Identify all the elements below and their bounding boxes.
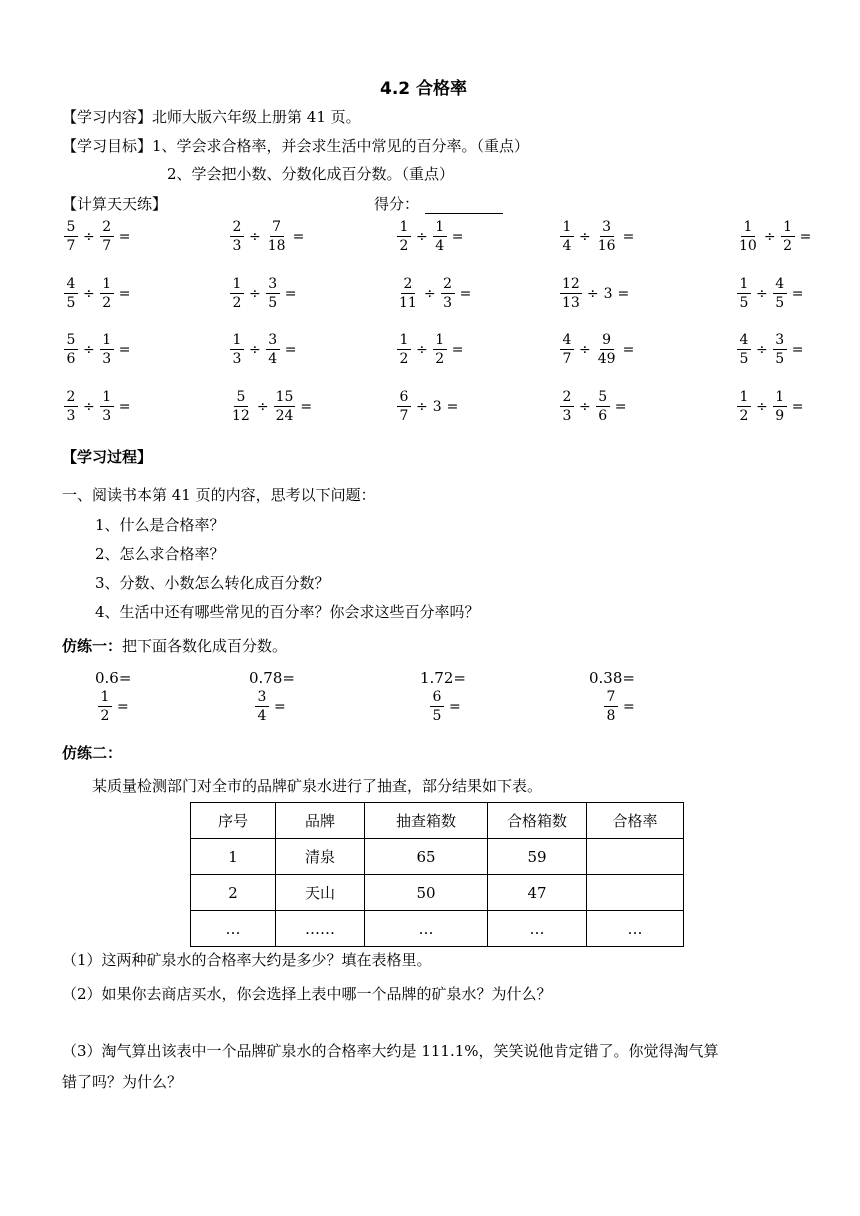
goal-item-2: 2、学会把小数、分数化成百分数。（重点）	[167, 165, 455, 183]
fraction-denominator: 2	[739, 408, 749, 424]
fraction	[100, 220, 114, 253]
decimal-item: 0.6=	[95, 669, 132, 687]
fraction-numerator: 4	[64, 277, 78, 294]
division-expression	[62, 220, 133, 253]
table-row	[191, 839, 684, 875]
fraction-numerator: 1	[781, 220, 795, 237]
fraction-numerator: 1	[397, 333, 411, 350]
fraction	[100, 333, 114, 366]
table-cell: 47	[488, 875, 587, 911]
equals-sign: =	[118, 341, 131, 358]
divide-sign: ÷	[416, 398, 428, 415]
divide-sign: ÷	[579, 228, 591, 245]
fraction	[596, 220, 618, 253]
fraction-denominator: 3	[562, 408, 572, 424]
fraction	[560, 333, 574, 366]
fraction	[230, 333, 244, 366]
equals-sign: =	[118, 228, 131, 245]
fraction-denominator: 5	[775, 351, 785, 367]
exercise2-question-2: （2）如果你去商店买水，你会选择上表中哪一个品牌的矿泉水？为什么？	[62, 985, 552, 1003]
equals-sign: =	[451, 341, 464, 358]
fraction-numerator: 1	[433, 220, 447, 237]
fraction	[737, 390, 751, 423]
fraction	[230, 220, 244, 253]
exercise2-label: 仿练二：	[62, 744, 123, 762]
fraction	[100, 390, 114, 423]
fraction-denominator: 5	[66, 295, 76, 311]
table-cell: …	[365, 911, 488, 947]
table-header-row	[191, 803, 684, 839]
fraction-denominator: 3	[66, 408, 76, 424]
fraction-numerator: 1	[230, 333, 244, 350]
divide-sign: ÷	[586, 285, 599, 302]
exercise2-text: 某质量检测部门对全市的品牌矿泉水进行了抽查，部分结果如下表。	[92, 777, 543, 795]
fraction-numerator: 1	[560, 220, 574, 237]
division-expression	[558, 333, 637, 366]
divide-sign: ÷	[756, 398, 768, 415]
fraction-denominator: 16	[597, 238, 616, 254]
divide-sign: ÷	[249, 228, 261, 245]
equals-sign: =	[451, 228, 464, 245]
equals-sign: =	[300, 398, 313, 415]
fraction-denominator: 7	[102, 238, 112, 254]
division-expression	[395, 333, 466, 366]
table-cell: ……	[276, 911, 365, 947]
fraction-numerator: 5	[64, 220, 78, 237]
equals-sign: =	[623, 698, 635, 715]
divide-sign: ÷	[83, 398, 95, 415]
fraction-to-percent-item	[602, 690, 638, 723]
fraction-to-percent-item	[96, 690, 132, 723]
fraction-to-percent-item	[428, 690, 464, 723]
fraction	[781, 220, 795, 253]
fraction-numerator: 4	[773, 277, 787, 294]
table-cell: 1	[191, 839, 276, 875]
division-expression	[395, 390, 461, 423]
score-field	[374, 193, 503, 214]
fraction-denominator: 3	[232, 238, 242, 254]
equals-sign: =	[791, 341, 804, 358]
fraction-numerator: 7	[604, 690, 618, 707]
fraction-denominator: 5	[739, 295, 749, 311]
fraction	[604, 690, 618, 723]
fraction-denominator: 6	[66, 351, 76, 367]
fraction	[430, 690, 444, 723]
fraction	[433, 220, 447, 253]
equals-sign: =	[622, 228, 635, 245]
equals-sign: =	[791, 398, 804, 415]
divide-sign: ÷	[416, 228, 428, 245]
fraction	[596, 390, 610, 423]
table-cell: …	[191, 911, 276, 947]
fraction-denominator: 5	[739, 351, 749, 367]
fraction-numerator: 2	[230, 220, 244, 237]
division-expression	[395, 220, 466, 253]
fraction-denominator: 5	[432, 708, 442, 724]
fraction	[64, 220, 78, 253]
process-question-1: 1、什么是合格率？	[95, 516, 225, 534]
decimal-item: 0.38=	[589, 669, 635, 687]
fraction-to-percent-item	[253, 690, 289, 723]
fraction-denominator: 2	[399, 351, 409, 367]
table-cell: 天山	[276, 875, 365, 911]
fraction-denominator: 11	[399, 295, 417, 311]
exercise2-question-1: （1）这两种矿泉水的合格率大约是多少？填在表格里。	[62, 951, 432, 969]
table-cell: 清泉	[276, 839, 365, 875]
fraction-numerator: 1	[100, 390, 114, 407]
fraction-numerator: 7	[270, 220, 284, 237]
fraction-numerator: 1	[433, 333, 447, 350]
fraction	[230, 277, 244, 310]
equals-sign: =	[284, 341, 297, 358]
fraction	[560, 390, 574, 423]
division-expression	[735, 333, 806, 366]
fraction	[266, 333, 280, 366]
practice-label: 【计算天天练】	[62, 195, 168, 213]
fraction	[397, 390, 411, 423]
decimal-item: 1.72=	[420, 669, 466, 687]
table-row	[191, 911, 684, 947]
fraction-denominator: 8	[606, 708, 616, 724]
fraction-numerator: 1	[98, 690, 112, 707]
fraction-denominator: 10	[739, 238, 757, 254]
fraction	[64, 333, 78, 366]
fraction-numerator: 3	[266, 333, 280, 350]
division-expression	[228, 277, 299, 310]
fraction	[266, 277, 280, 310]
fraction-numerator: 9	[600, 333, 614, 350]
fraction	[737, 277, 751, 310]
division-expression	[558, 220, 637, 253]
fraction	[100, 277, 114, 310]
fraction	[397, 220, 411, 253]
division-expression	[228, 390, 315, 423]
whole-number: 3	[603, 285, 613, 302]
fraction-denominator: 7	[562, 351, 572, 367]
fraction-denominator: 3	[102, 351, 112, 367]
fraction	[773, 390, 787, 423]
table-cell: 65	[365, 839, 488, 875]
table-cell: 59	[488, 839, 587, 875]
division-expression	[228, 220, 307, 253]
table-cell-answer[interactable]	[587, 839, 684, 875]
fraction	[773, 333, 787, 366]
fraction-numerator: 1	[230, 277, 244, 294]
table-cell: …	[488, 911, 587, 947]
exercise2-question-3: （3）淘气算出该表中一个品牌矿泉水的合格率大约是 111.1%，笑笑说他肯定错了。你觉得淘气算	[62, 1042, 719, 1060]
fraction	[255, 690, 269, 723]
fraction-numerator: 1	[741, 220, 755, 237]
divide-sign: ÷	[763, 228, 776, 245]
divide-sign: ÷	[416, 341, 428, 358]
content-label: 【学习内容】	[62, 108, 153, 126]
fraction-denominator: 2	[102, 295, 112, 311]
division-expression	[558, 390, 629, 423]
table-header-cell: 品牌	[276, 803, 365, 839]
division-expression	[395, 277, 474, 310]
exercise1-text: 把下面各数化成百分数。	[122, 637, 288, 655]
equals-sign: =	[292, 228, 305, 245]
fraction-denominator: 49	[597, 351, 616, 367]
fraction-numerator: 4	[560, 333, 574, 350]
fraction-numerator: 5	[596, 390, 610, 407]
divide-sign: ÷	[756, 285, 768, 302]
equals-sign: =	[449, 698, 461, 715]
equals-sign: =	[118, 285, 131, 302]
goals-line	[62, 135, 529, 156]
fraction-numerator: 6	[397, 390, 411, 407]
fraction-denominator: 9	[775, 408, 785, 424]
fraction-numerator: 1	[737, 277, 751, 294]
fraction-numerator: 5	[64, 333, 78, 350]
process-label: 【学习过程】	[62, 448, 153, 466]
fraction-numerator: 2	[64, 390, 78, 407]
equals-sign: =	[274, 698, 286, 715]
fraction	[64, 390, 78, 423]
fraction-denominator: 4	[268, 351, 278, 367]
table-header-cell: 序号	[191, 803, 276, 839]
fraction-denominator: 13	[562, 295, 580, 311]
fraction	[433, 333, 447, 366]
goal-item-1: 1、学会求合格率，并会求生活中常见的百分率。（重点）	[152, 137, 530, 155]
fraction-denominator: 3	[443, 295, 453, 311]
fraction-numerator: 12	[562, 276, 580, 292]
fraction-denominator: 7	[399, 408, 409, 424]
fraction	[230, 390, 252, 423]
equals-sign: =	[117, 698, 129, 715]
fraction-numerator: 3	[773, 333, 787, 350]
process-question-3: 3、分数、小数怎么转化成百分数？	[95, 574, 330, 592]
fraction	[98, 690, 112, 723]
score-label: 得分：	[374, 195, 420, 213]
fraction-numerator: 6	[430, 690, 444, 707]
fraction-denominator: 2	[100, 708, 110, 724]
fraction-denominator: 6	[598, 408, 608, 424]
table-cell: 2	[191, 875, 276, 911]
page-title: 4.2 合格率	[380, 79, 468, 99]
table-header-cell: 抽查箱数	[365, 803, 488, 839]
fraction-numerator: 1	[773, 390, 787, 407]
equals-sign: =	[791, 285, 804, 302]
exercise2-question-3-cont: 错了吗？为什么？	[62, 1073, 183, 1091]
divide-sign: ÷	[579, 341, 591, 358]
equals-sign: =	[118, 398, 131, 415]
fraction-numerator: 1	[737, 390, 751, 407]
fraction	[274, 390, 296, 423]
table-header-cell: 合格箱数	[488, 803, 587, 839]
fraction-numerator: 15	[275, 389, 294, 405]
table-cell: …	[587, 911, 684, 947]
fraction-numerator: 2	[560, 390, 574, 407]
fraction	[737, 220, 759, 253]
fraction-denominator: 2	[435, 351, 445, 367]
table-cell: 50	[365, 875, 488, 911]
fraction-numerator: 3	[600, 220, 614, 237]
fraction-denominator: 18	[267, 238, 286, 254]
fraction-denominator: 4	[435, 238, 445, 254]
division-expression	[735, 277, 806, 310]
divide-sign: ÷	[423, 285, 436, 302]
fraction-denominator: 7	[66, 238, 76, 254]
divide-sign: ÷	[83, 228, 95, 245]
fraction-denominator: 24	[275, 408, 294, 424]
fraction-numerator: 1	[100, 333, 114, 350]
equals-sign: =	[446, 398, 459, 415]
fraction-numerator: 3	[255, 690, 269, 707]
fraction	[441, 277, 455, 310]
fraction-denominator: 4	[562, 238, 572, 254]
fraction-numerator: 5	[234, 390, 248, 407]
division-expression	[735, 390, 806, 423]
fraction-denominator: 5	[268, 295, 278, 311]
division-expression	[228, 333, 299, 366]
fraction-denominator: 12	[232, 408, 250, 424]
divide-sign: ÷	[249, 285, 261, 302]
fraction-denominator: 4	[257, 708, 267, 724]
fraction-denominator: 5	[775, 295, 785, 311]
division-expression	[735, 220, 814, 253]
fraction	[560, 220, 574, 253]
score-blank[interactable]	[425, 199, 503, 214]
fraction	[397, 277, 419, 310]
goals-label: 【学习目标】	[62, 137, 153, 155]
fraction-numerator: 3	[266, 277, 280, 294]
divide-sign: ÷	[579, 398, 591, 415]
process-intro: 一、阅读书本第 41 页的内容，思考以下问题：	[62, 486, 376, 504]
fraction-numerator: 2	[401, 277, 415, 294]
content-line	[62, 106, 361, 127]
fraction	[266, 220, 288, 253]
fraction	[397, 333, 411, 366]
fraction-numerator: 2	[100, 220, 114, 237]
division-expression	[62, 390, 133, 423]
fraction-numerator: 4	[737, 333, 751, 350]
content-text: 北师大版六年级上册第 41 页。	[152, 108, 361, 126]
fraction-numerator: 1	[397, 220, 411, 237]
equals-sign: =	[459, 285, 472, 302]
fraction-numerator: 2	[441, 277, 455, 294]
fraction-denominator: 3	[232, 351, 242, 367]
exercise1-line	[62, 635, 287, 656]
exercise1-label: 仿练一：	[62, 637, 123, 655]
whole-number: 3	[432, 398, 442, 415]
equals-sign: =	[284, 285, 297, 302]
results-table	[190, 802, 684, 947]
fraction-denominator: 2	[783, 238, 793, 254]
table-cell-answer[interactable]	[587, 875, 684, 911]
fraction-numerator: 1	[100, 277, 114, 294]
process-question-2: 2、怎么求合格率？	[95, 545, 225, 563]
table-header-cell: 合格率	[587, 803, 684, 839]
divide-sign: ÷	[756, 341, 768, 358]
process-question-4: 4、生活中还有哪些常见的百分率？你会求这些百分率吗？	[95, 603, 480, 621]
divide-sign: ÷	[249, 341, 261, 358]
division-expression	[558, 277, 632, 310]
fraction	[773, 277, 787, 310]
fraction	[560, 277, 582, 310]
fraction-denominator: 3	[102, 408, 112, 424]
equals-sign: =	[622, 341, 635, 358]
decimal-item: 0.78=	[249, 669, 295, 687]
division-expression	[62, 333, 133, 366]
fraction-denominator: 2	[399, 238, 409, 254]
division-expression	[62, 277, 133, 310]
divide-sign: ÷	[83, 341, 95, 358]
fraction	[596, 333, 618, 366]
divide-sign: ÷	[256, 398, 269, 415]
fraction	[737, 333, 751, 366]
fraction-denominator: 2	[232, 295, 242, 311]
equals-sign: =	[799, 228, 812, 245]
equals-sign: =	[614, 398, 627, 415]
table-row	[191, 875, 684, 911]
equals-sign: =	[617, 285, 630, 302]
fraction	[64, 277, 78, 310]
divide-sign: ÷	[83, 285, 95, 302]
